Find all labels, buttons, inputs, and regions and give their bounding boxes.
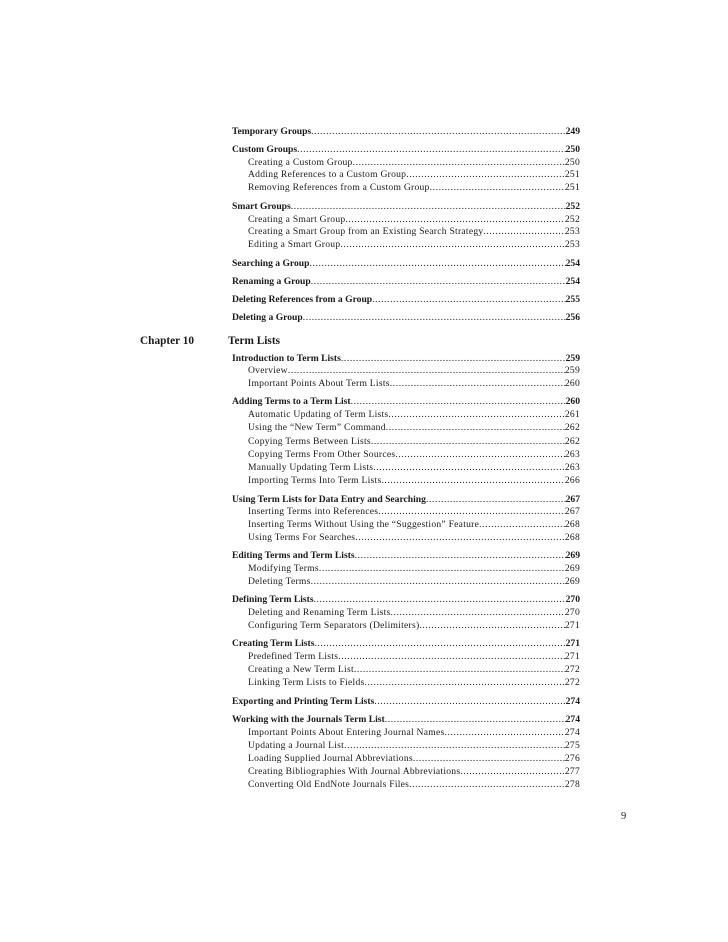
entry-page: 250 bbox=[565, 144, 580, 155]
toc-subsection-entry bbox=[248, 753, 580, 765]
toc-subsection-entry bbox=[248, 779, 580, 791]
toc-subsection-entry bbox=[248, 449, 580, 461]
entry-title: Inserting Terms Without Using the “Suggestion” Feature bbox=[248, 519, 480, 530]
entry-title: Creating a Smart Group from an Existing Search Strategy bbox=[248, 226, 484, 237]
entry-title: Working with the Journals Term List bbox=[232, 714, 385, 725]
entry-page: 268 bbox=[564, 532, 580, 543]
chapter-label: Chapter 10 bbox=[140, 335, 195, 347]
toc-section-entry bbox=[232, 312, 580, 324]
entry-title: Loading Supplied Journal Abbreviations bbox=[248, 753, 413, 764]
dot-leader bbox=[338, 651, 565, 663]
entry-title: Using Terms For Searches bbox=[248, 532, 356, 543]
entry-page: 249 bbox=[565, 126, 580, 137]
toc-subsection-entry bbox=[248, 462, 580, 474]
toc-subsection-entry bbox=[248, 740, 580, 752]
entry-title: Editing Terms and Term Lists bbox=[232, 550, 355, 561]
dot-leader bbox=[314, 638, 565, 650]
toc-section-entry bbox=[232, 353, 580, 365]
dot-leader bbox=[291, 201, 566, 213]
dot-leader bbox=[378, 506, 565, 518]
entry-title: Manually Updating Term Lists bbox=[248, 462, 374, 473]
entry-page: 274 bbox=[565, 714, 580, 725]
entry-page: 267 bbox=[565, 494, 580, 505]
toc-section-entry bbox=[232, 144, 580, 156]
entry-page: 271 bbox=[564, 620, 580, 631]
dot-leader bbox=[364, 677, 564, 689]
entry-page: 278 bbox=[564, 779, 580, 790]
entry-page: 263 bbox=[564, 462, 580, 473]
entry-page: 274 bbox=[564, 727, 580, 738]
entry-page: 251 bbox=[564, 169, 580, 180]
toc-section-entry bbox=[232, 276, 580, 288]
dot-leader bbox=[311, 126, 565, 138]
entry-page: 261 bbox=[564, 409, 580, 420]
dot-leader bbox=[354, 664, 565, 676]
toc-section-entry bbox=[232, 294, 580, 306]
entry-title: Exporting and Printing Term Lists bbox=[232, 696, 375, 707]
toc-subsection-entry bbox=[248, 576, 580, 588]
entry-title: Smart Groups bbox=[232, 201, 291, 212]
toc-subsection-entry bbox=[248, 409, 580, 421]
entry-page: 259 bbox=[565, 353, 580, 364]
toc-subsection-entry bbox=[248, 506, 580, 518]
dot-leader bbox=[390, 378, 565, 390]
entry-page: 272 bbox=[564, 664, 580, 675]
toc-subsection-entry bbox=[248, 182, 580, 194]
entry-title: Using Term Lists for Data Entry and Searching bbox=[232, 494, 426, 505]
dot-leader bbox=[409, 779, 565, 791]
toc-section-entry bbox=[232, 714, 580, 726]
entry-page: 253 bbox=[564, 226, 580, 237]
entry-title: Creating Bibliographies With Journal Abbreviations bbox=[248, 766, 461, 777]
dot-leader bbox=[372, 294, 565, 306]
entry-page: 269 bbox=[564, 576, 580, 587]
toc-section-entry bbox=[232, 494, 580, 506]
toc-subsection-entry bbox=[248, 519, 580, 531]
entry-page: 272 bbox=[564, 677, 580, 688]
entry-page: 266 bbox=[564, 475, 580, 486]
dot-leader bbox=[353, 157, 565, 169]
dot-leader bbox=[444, 727, 564, 739]
dot-leader bbox=[430, 182, 565, 194]
dot-leader bbox=[351, 396, 566, 408]
entry-title: Modifying Terms bbox=[248, 563, 319, 574]
entry-page: 262 bbox=[564, 436, 580, 447]
dot-leader bbox=[483, 226, 564, 238]
toc-section-entry bbox=[232, 258, 580, 270]
dot-leader bbox=[303, 312, 566, 324]
entry-title: Overview bbox=[248, 365, 288, 376]
entry-page: 267 bbox=[564, 506, 580, 517]
entry-title: Inserting Terms into References bbox=[248, 506, 379, 517]
entry-title: Using the “New Term” Command bbox=[248, 422, 386, 433]
entry-title: Custom Groups bbox=[232, 144, 298, 155]
entry-title: Creating a New Term List bbox=[248, 664, 354, 675]
entry-title: Creating a Smart Group bbox=[248, 214, 346, 225]
toc-subsection-entry bbox=[248, 532, 580, 544]
dot-leader bbox=[311, 576, 565, 588]
toc-subsection-entry bbox=[248, 214, 580, 226]
toc-subsection-entry bbox=[248, 620, 580, 632]
dot-leader bbox=[355, 550, 566, 562]
toc-subsection-entry bbox=[248, 677, 580, 689]
entry-title: Linking Term Lists to Fields bbox=[248, 677, 365, 688]
entry-page: 271 bbox=[564, 651, 580, 662]
toc-subsection-entry bbox=[248, 169, 580, 181]
toc-subsection-entry bbox=[248, 157, 580, 169]
entry-page: 263 bbox=[564, 449, 580, 460]
entry-title: Copying Terms From Other Sources bbox=[248, 449, 396, 460]
dot-leader bbox=[388, 409, 564, 421]
toc-subsection-entry bbox=[248, 226, 580, 238]
entry-title: Automatic Updating of Term Lists bbox=[248, 409, 389, 420]
entry-page: 270 bbox=[564, 607, 580, 618]
entry-title: Updating a Journal List bbox=[248, 740, 345, 751]
toc-section-entry bbox=[232, 550, 580, 562]
entry-page: 254 bbox=[565, 258, 580, 269]
dot-leader bbox=[426, 494, 566, 506]
entry-title: Deleting and Renaming Term Lists bbox=[248, 607, 391, 618]
entry-title: Introduction to Term Lists bbox=[232, 353, 341, 364]
entry-title: Removing References from a Custom Group bbox=[248, 182, 430, 193]
dot-leader bbox=[371, 436, 565, 448]
entry-page: 268 bbox=[564, 519, 580, 530]
entry-title: Creating Term Lists bbox=[232, 638, 315, 649]
entry-title: Adding References to a Custom Group bbox=[248, 169, 407, 180]
entry-page: 269 bbox=[564, 563, 580, 574]
toc-subsection-entry bbox=[248, 651, 580, 663]
toc-subsection-entry bbox=[248, 766, 580, 778]
toc-section-entry bbox=[232, 638, 580, 650]
toc-subsection-entry bbox=[248, 664, 580, 676]
entry-page: 259 bbox=[564, 365, 580, 376]
dot-leader bbox=[386, 422, 565, 434]
entry-title: Configuring Term Separators (Delimiters) bbox=[248, 620, 420, 631]
entry-page: 276 bbox=[564, 753, 580, 764]
entry-page: 275 bbox=[564, 740, 580, 751]
dot-leader bbox=[385, 714, 566, 726]
entry-page: 253 bbox=[564, 239, 580, 250]
entry-title: Adding Terms to a Term List bbox=[232, 396, 351, 407]
toc-section-entry bbox=[232, 696, 580, 708]
dot-leader bbox=[419, 620, 564, 632]
entry-page: 270 bbox=[565, 594, 580, 605]
entry-title: Renaming a Group bbox=[232, 276, 311, 287]
toc-subsection-entry bbox=[248, 365, 580, 377]
entry-page: 251 bbox=[564, 182, 580, 193]
entry-title: Searching a Group bbox=[232, 258, 310, 269]
dot-leader bbox=[413, 753, 565, 765]
dot-leader bbox=[460, 766, 565, 778]
entry-page: 255 bbox=[565, 294, 580, 305]
entry-title: Importing Terms Into Term Lists bbox=[248, 475, 382, 486]
dot-leader bbox=[341, 353, 566, 365]
entry-title: Temporary Groups bbox=[232, 126, 312, 137]
dot-leader bbox=[288, 365, 565, 377]
dot-leader bbox=[344, 740, 565, 752]
entry-title: Important Points About Term Lists bbox=[248, 378, 390, 389]
dot-leader bbox=[381, 475, 564, 487]
entry-page: 250 bbox=[564, 157, 580, 168]
toc-subsection-entry bbox=[248, 378, 580, 390]
entry-page: 252 bbox=[565, 201, 580, 212]
toc-subsection-entry bbox=[248, 422, 580, 434]
entry-title: Copying Terms Between Lists bbox=[248, 436, 371, 447]
toc-section-entry bbox=[232, 396, 580, 408]
entry-page: 252 bbox=[564, 214, 580, 225]
toc-section-entry bbox=[232, 126, 580, 138]
toc-subsection-entry bbox=[248, 436, 580, 448]
entry-page: 254 bbox=[565, 276, 580, 287]
toc-section-entry bbox=[232, 594, 580, 606]
entry-page: 260 bbox=[564, 378, 580, 389]
dot-leader bbox=[311, 276, 566, 288]
entry-title: Deleting a Group bbox=[232, 312, 303, 323]
entry-title: Deleting Terms bbox=[248, 576, 311, 587]
entry-title: Editing a Smart Group bbox=[248, 239, 341, 250]
page-number: 9 bbox=[621, 811, 627, 822]
dot-leader bbox=[314, 594, 566, 606]
dot-leader bbox=[373, 462, 565, 474]
dot-leader bbox=[309, 258, 565, 270]
dot-leader bbox=[406, 169, 565, 181]
toc-subsection-entry bbox=[248, 563, 580, 575]
dot-leader bbox=[374, 696, 565, 708]
entry-page: 256 bbox=[565, 312, 580, 323]
toc-subsection-entry bbox=[248, 607, 580, 619]
toc-subsection-entry bbox=[248, 727, 580, 739]
entry-page: 262 bbox=[564, 422, 580, 433]
dot-leader bbox=[355, 532, 565, 544]
dot-leader bbox=[479, 519, 565, 531]
dot-leader bbox=[391, 607, 565, 619]
dot-leader bbox=[395, 449, 565, 461]
toc-subsection-entry bbox=[248, 475, 580, 487]
entry-page: 269 bbox=[565, 550, 580, 561]
entry-title: Predefined Term Lists bbox=[248, 651, 339, 662]
dot-leader bbox=[319, 563, 565, 575]
dot-leader bbox=[297, 144, 565, 156]
entry-title: Deleting References from a Group bbox=[232, 294, 373, 305]
dot-leader bbox=[340, 239, 564, 251]
entry-title: Converting Old EndNote Journals Files bbox=[248, 779, 410, 790]
entry-page: 260 bbox=[565, 396, 580, 407]
entry-title: Defining Term Lists bbox=[232, 594, 314, 605]
entry-page: 277 bbox=[564, 766, 580, 777]
toc-subsection-entry bbox=[248, 239, 580, 251]
dot-leader bbox=[345, 214, 564, 226]
chapter-title: Term Lists bbox=[228, 335, 280, 347]
entry-title: Creating a Custom Group bbox=[248, 157, 353, 168]
entry-title: Important Points About Entering Journal Names bbox=[248, 727, 445, 738]
toc-section-entry bbox=[232, 201, 580, 213]
entry-page: 274 bbox=[565, 696, 580, 707]
entry-page: 271 bbox=[565, 638, 580, 649]
